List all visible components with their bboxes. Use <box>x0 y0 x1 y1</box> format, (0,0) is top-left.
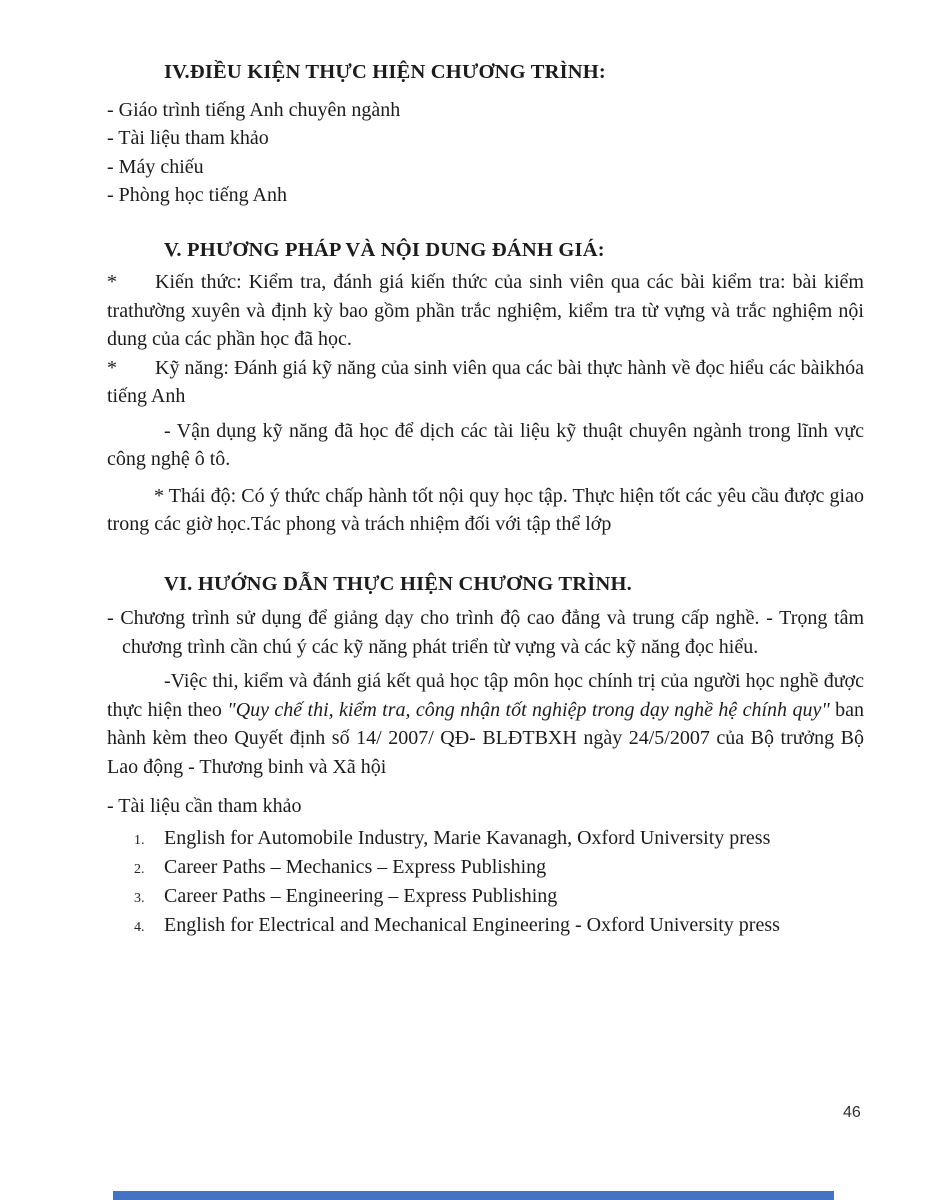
list-item-text: Career Paths – Mechanics – Express Publishing <box>164 855 547 878</box>
section4-item: - Máy chiếu <box>107 155 204 178</box>
section5-heading: V. PHƯƠNG PHÁP VÀ NỘI DUNG ĐÁNH GIÁ: <box>164 238 605 261</box>
skills-paragraph <box>107 354 864 411</box>
list-item <box>107 853 864 882</box>
section4-item: - Tài liệu tham khảo <box>107 127 269 149</box>
list-item-number: 4. <box>134 919 145 935</box>
knowledge-text: Kiến thức: Kiểm tra, đánh giá kiến thức của sinh viên qua các bài kiểm tra: bài kiểm trathường xuyên và định kỳ bao gồm phần trắc nghiệm, kiểm tra từ vựng và trắc nghiệm nội dung của các phần học đã học. <box>107 271 864 350</box>
list-item <box>107 824 864 853</box>
references-list <box>107 824 864 940</box>
list-item-number: 3. <box>134 890 145 906</box>
section4-item: - Phòng học tiếng Anh <box>107 184 287 206</box>
attitude-paragraph: * Thái độ: Có ý thức chấp hành tốt nội quy học tập. Thực hiện tốt các yêu cầu được giao trong các giờ học.Tác phong và trách nhiệm đối với tập thể lớp <box>107 484 864 535</box>
exam-suffix: ban hành kèm theo Quyết định số 14/ 2007/ QĐ- BLĐTBXH ngày 24/5/2007 của Bộ trưởng Bộ Lao động - Thương binh và Xã hội <box>107 698 864 778</box>
asterisk-marker: * <box>107 271 117 293</box>
list-item-text: English for Electrical and Mechanical Engineering - Oxford University press <box>164 913 780 936</box>
section6-heading: VI. HƯỚNG DẪN THỰC HIỆN CHƯƠNG TRÌNH. <box>164 572 632 595</box>
page-number: 46 <box>843 1104 861 1121</box>
list-item-number: 2. <box>134 861 145 877</box>
list-item <box>107 882 864 911</box>
skills-text: Kỹ năng: Đánh giá kỹ năng của sinh viên qua các bài thực hành về đọc hiểu các bàikhóa tiếng Anh <box>107 356 864 407</box>
apply-paragraph: - Vận dụng kỹ năng đã học để dịch các tài liệu kỹ thuật chuyên ngành trong lĩnh vực công nghệ ô tô. <box>107 419 864 470</box>
list-item-number: 1. <box>134 832 145 848</box>
knowledge-paragraph <box>107 268 864 354</box>
list-item-text: English for Automobile Industry, Marie Kavanagh, Oxford University press <box>164 826 771 849</box>
usage-paragraph: - Chương trình sử dụng để giảng dạy cho trình độ cao đẳng và trung cấp nghề. - Trọng tâm chương trình cần chú ý các kỹ năng phát triển từ vựng và các kỹ năng đọc hiểu. <box>107 607 864 658</box>
section4-heading: IV.ĐIỀU KIỆN THỰC HIỆN CHƯƠNG TRÌNH: <box>164 61 606 83</box>
section4-item: - Giáo trình tiếng Anh chuyên ngành <box>107 98 401 121</box>
exam-prefix: -Việc thi, kiểm và đánh giá kết quả học tập môn học chính trị của người học nghề được thực hiện theo <box>107 670 864 721</box>
list-item-text: Career Paths – Engineering – Express Publishing <box>164 884 558 907</box>
references-label: - Tài liệu cần tham khảo <box>107 795 302 817</box>
text-column <box>107 58 864 940</box>
exam-quote: "Quy chế thi, kiểm tra, công nhận tốt nghiệp trong dạy nghề hệ chính quy" <box>227 698 830 721</box>
exam-paragraph <box>107 667 864 781</box>
footer-rule-bar <box>113 1191 834 1200</box>
asterisk-marker: * <box>107 356 117 379</box>
list-item <box>107 911 864 940</box>
